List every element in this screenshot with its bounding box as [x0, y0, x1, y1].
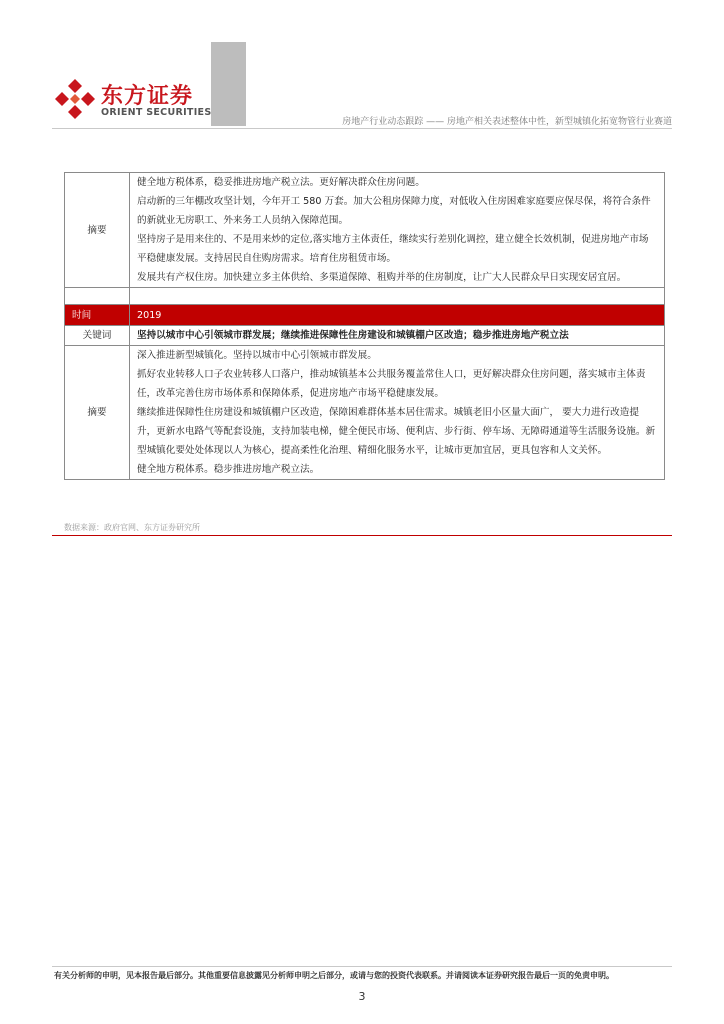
summary-line: 深入推进新型城镇化。坚持以城市中心引领城市群发展。 — [137, 350, 377, 361]
keyword-row — [65, 326, 665, 346]
policy-table — [64, 172, 665, 480]
keyword-value: 坚持以城市中心引领城市群发展；继续推进保障性住房建设和城镇棚户区改造；稳步推进房地产税立法 — [130, 326, 665, 346]
summary-line: 健全地方税体系。稳步推进房地产税立法。 — [137, 464, 320, 475]
summary-label: 摘要 — [65, 173, 130, 288]
time-row — [65, 305, 665, 326]
logo-english-name: ORIENT SECURITIES — [101, 107, 212, 118]
header-decor-bar — [211, 42, 246, 126]
summary-content — [130, 346, 665, 480]
summary-label: 摘要 — [65, 346, 130, 480]
summary-line: 健全地方税体系，稳妥推进房地产税立法。更好解决群众住房问题。 — [137, 177, 425, 188]
table-row-blank — [65, 288, 665, 305]
logo-chinese-name: 东方证券 — [101, 84, 194, 109]
footer-divider — [52, 966, 672, 967]
summary-content — [130, 173, 665, 288]
summary-line: 启动新的三年棚改攻坚计划，今年开工 580 万套。加大公租房保障力度，对低收入住房困难家庭要应保尽保，将符合条件的新就业无房职工、外来务工人员纳入保障范围。 — [137, 196, 651, 226]
summary-line: 抓好农业转移人口子农业转移人口落户，推动城镇基本公共服务覆盖常住人口，更好解决群众住房问题，落实城市主体责任，改革完善住房市场体系和保障体系，促进房地产市场平稳健康发展。 — [137, 369, 646, 399]
company-logo — [53, 77, 213, 123]
time-label: 时间 — [65, 305, 130, 326]
source-divider — [52, 535, 672, 536]
time-value: 2019 — [130, 305, 665, 326]
keyword-label: 关键词 — [65, 326, 130, 346]
page-number: 3 — [358, 990, 366, 1003]
data-source-note: 数据来源：政府官网、东方证券研究所 — [64, 523, 200, 532]
logo-mark-icon — [53, 77, 97, 121]
summary-line: 发展共有产权住房。加快建立多主体供给、多渠道保障、租购并举的住房制度，让广大人民群众早日实现安居宜居。 — [137, 272, 627, 283]
summary-line: 继续推进保障性住房建设和城镇棚户区改造，保障困难群体基本居住需求。城镇老旧小区量大面广， 要大力进行改造提升，更新水电路气等配套设施，支持加装电梯，健全便民市场、便利店、步行街、停车场、无障碍通道等生活服务设施。新型城镇化要处处体现以人为核心，提高柔性化治理、精细化服务水平，让城市更加宜居，更具包容和人文关怀。 — [137, 407, 656, 456]
footer-disclaimer: 有关分析师的申明，见本报告最后部分。其他重要信息披露见分析师申明之后部分，或请与您的投资代表联系。并请阅读本证券研究报告最后一页的免责申明。 — [54, 971, 614, 980]
header-divider — [52, 128, 672, 129]
table-row — [65, 346, 665, 480]
table-row — [65, 173, 665, 288]
report-header-title: 房地产行业动态跟踪 —— 房地产相关表述整体中性，新型城镇化拓宽物管行业赛道 — [342, 117, 672, 127]
summary-line: 坚持房子是用来住的、不是用来炒的定位,落实地方主体责任，继续实行差别化调控，建立健全长效机制，促进房地产市场平稳健康发展。支持居民自住购房需求。培育住房租赁市场。 — [137, 234, 649, 264]
